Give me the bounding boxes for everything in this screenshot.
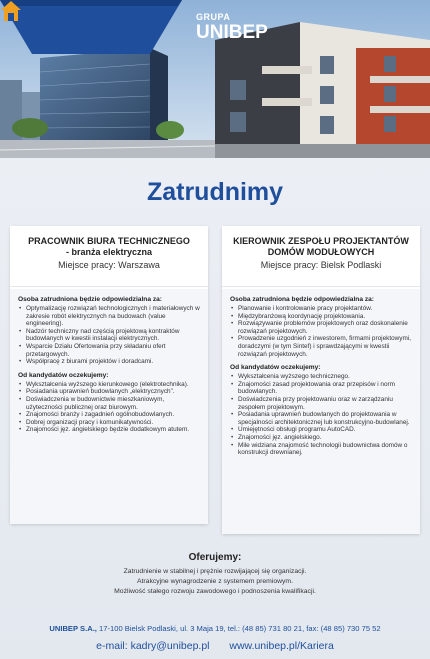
list-item: • Międzybranżową koordynację projektowania. [238, 313, 412, 321]
list-item: • Dobrej organizacji pracy i komunikatywności. [26, 419, 200, 427]
list-item: • Współpracę z biurami projektów i doradcami. [26, 358, 200, 366]
requirements-list [18, 381, 200, 434]
list-item: • Wsparcie Działu Ofertowania przy składaniu ofert przetargowych. [26, 343, 200, 358]
job-title: PRACOWNIK BIURA TECHNICZNEGO [28, 236, 190, 246]
requirements-heading: Od kandydatów oczekujemy: [18, 371, 109, 379]
list-item: • Znajomości zasad projektowania oraz przepisów i norm budowlanych. [238, 381, 412, 396]
requirements-list [230, 373, 412, 457]
house-logo-icon [0, 0, 22, 22]
career-website-link[interactable]: www.unibep.pl/Kariera [229, 640, 334, 652]
brand-group-label: GRUPA [196, 12, 231, 22]
brand-name: UNIBEP [196, 22, 268, 43]
job-location: Miejsce pracy: Warszawa [58, 260, 160, 270]
list-item: • Planowanie i kontrolowanie pracy projektantów. [238, 305, 412, 313]
list-item: • Mile widziana znajomość technologii budownictwa domów o konstrukcji drewnianej. [238, 442, 412, 457]
job-card-design-team-lead [222, 226, 420, 534]
list-item: • Znajomości branży i zagadnień ogólnobudowlanych. [26, 411, 200, 419]
job-details [222, 289, 420, 534]
responsibilities-heading: Osoba zatrudniona będzie odpowiedzialna za: [18, 296, 162, 303]
list-item: • Posiadania uprawnień budowlanych „elektrycznych”. [26, 388, 200, 396]
requirements-heading: Od kandydatów oczekujemy: [230, 364, 321, 372]
list-item: • Umiejętności obsługi programu AutoCAD. [238, 426, 412, 434]
contact-line [0, 640, 430, 652]
offer-section [0, 552, 430, 597]
list-item: • Nadzór techniczny nad częścią projektową kontraktów budowlanych w kwestii instalacji elektrycznych. [26, 328, 200, 343]
list-item: • Prowadzenie uzgodnień z inwestorem, firmami projektowymi, doradczymi (w tym Sintef) i sprawdzającymi w kwestii rozwiązań projektowych. [238, 335, 412, 358]
logo-banner [0, 0, 182, 54]
list-item: • Znajomości jęz. angielskiego. [238, 434, 412, 442]
list-item: • Doświadczenia przy projektowaniu oraz w zarządzaniu zespołem projektowym. [238, 396, 412, 411]
list-item: • Wykształcenia wyższego technicznego. [238, 373, 412, 381]
job-title: KIEROWNIK ZESPOŁU PROJEKTANTÓW [233, 236, 409, 246]
page-headline: Zatrudnimy [146, 178, 284, 206]
company-name: UNIBEP S.A., [49, 624, 97, 633]
list-item: • Doświadczenia w budownictwie mieszkaniowym, użyteczności publicznej oraz biurowym. [26, 396, 200, 411]
job-card-technical-office [10, 226, 208, 524]
company-address [0, 624, 430, 633]
address-text: 17-100 Bielsk Podlaski, ul. 3 Maja 19, tel.: (48 85) 731 80 21, fax: (48 85) 730 75 52 [99, 624, 381, 633]
email-link[interactable]: e-mail: kadry@unibep.pl [96, 640, 210, 652]
offer-line: Możliwość stałego rozwoju zawodowego i podnoszenia kwalifikacji. [114, 588, 316, 595]
job-header [10, 226, 208, 287]
brand-logo [196, 13, 268, 42]
offer-line: Zatrudnienie w stabilnej i prężnie rozwijającej się organizacji. [123, 568, 307, 575]
list-item: • Posiadania uprawnień budowlanych do projektowania w specjalności architektonicznej lub konstrukcyjno-budowlanej. [238, 411, 412, 426]
job-details [10, 289, 208, 524]
header-photo [0, 0, 430, 158]
list-item: • Optymalizację rozwiązań technologicznych i materiałowych w zakresie robót elektrycznych na budowach (value engineering). [26, 305, 200, 328]
list-item: • Rozwiązywanie problemów projektowych oraz doskonalenie rozwiązań projektowych. [238, 320, 412, 335]
job-header [222, 226, 420, 287]
offer-heading: Oferujemy: [188, 552, 242, 563]
job-subtitle: DOMÓW MODUŁOWYCH [267, 247, 375, 257]
list-item: • Znajomości jęz. angielskiego będzie dodatkowym atutem. [26, 426, 200, 434]
job-location: Miejsce pracy: Bielsk Podlaski [260, 260, 382, 270]
job-subtitle: - branża elektryczna [65, 247, 153, 257]
responsibilities-list [230, 305, 412, 358]
responsibilities-list [18, 305, 200, 366]
list-item: • Wykształcenia wyższego kierunkowego (elektrotechnika). [26, 381, 200, 389]
responsibilities-heading: Osoba zatrudniona będzie odpowiedzialna za: [230, 296, 374, 303]
offer-line: Atrakcyjne wynagrodzenie z systemem premiowym. [136, 578, 293, 585]
